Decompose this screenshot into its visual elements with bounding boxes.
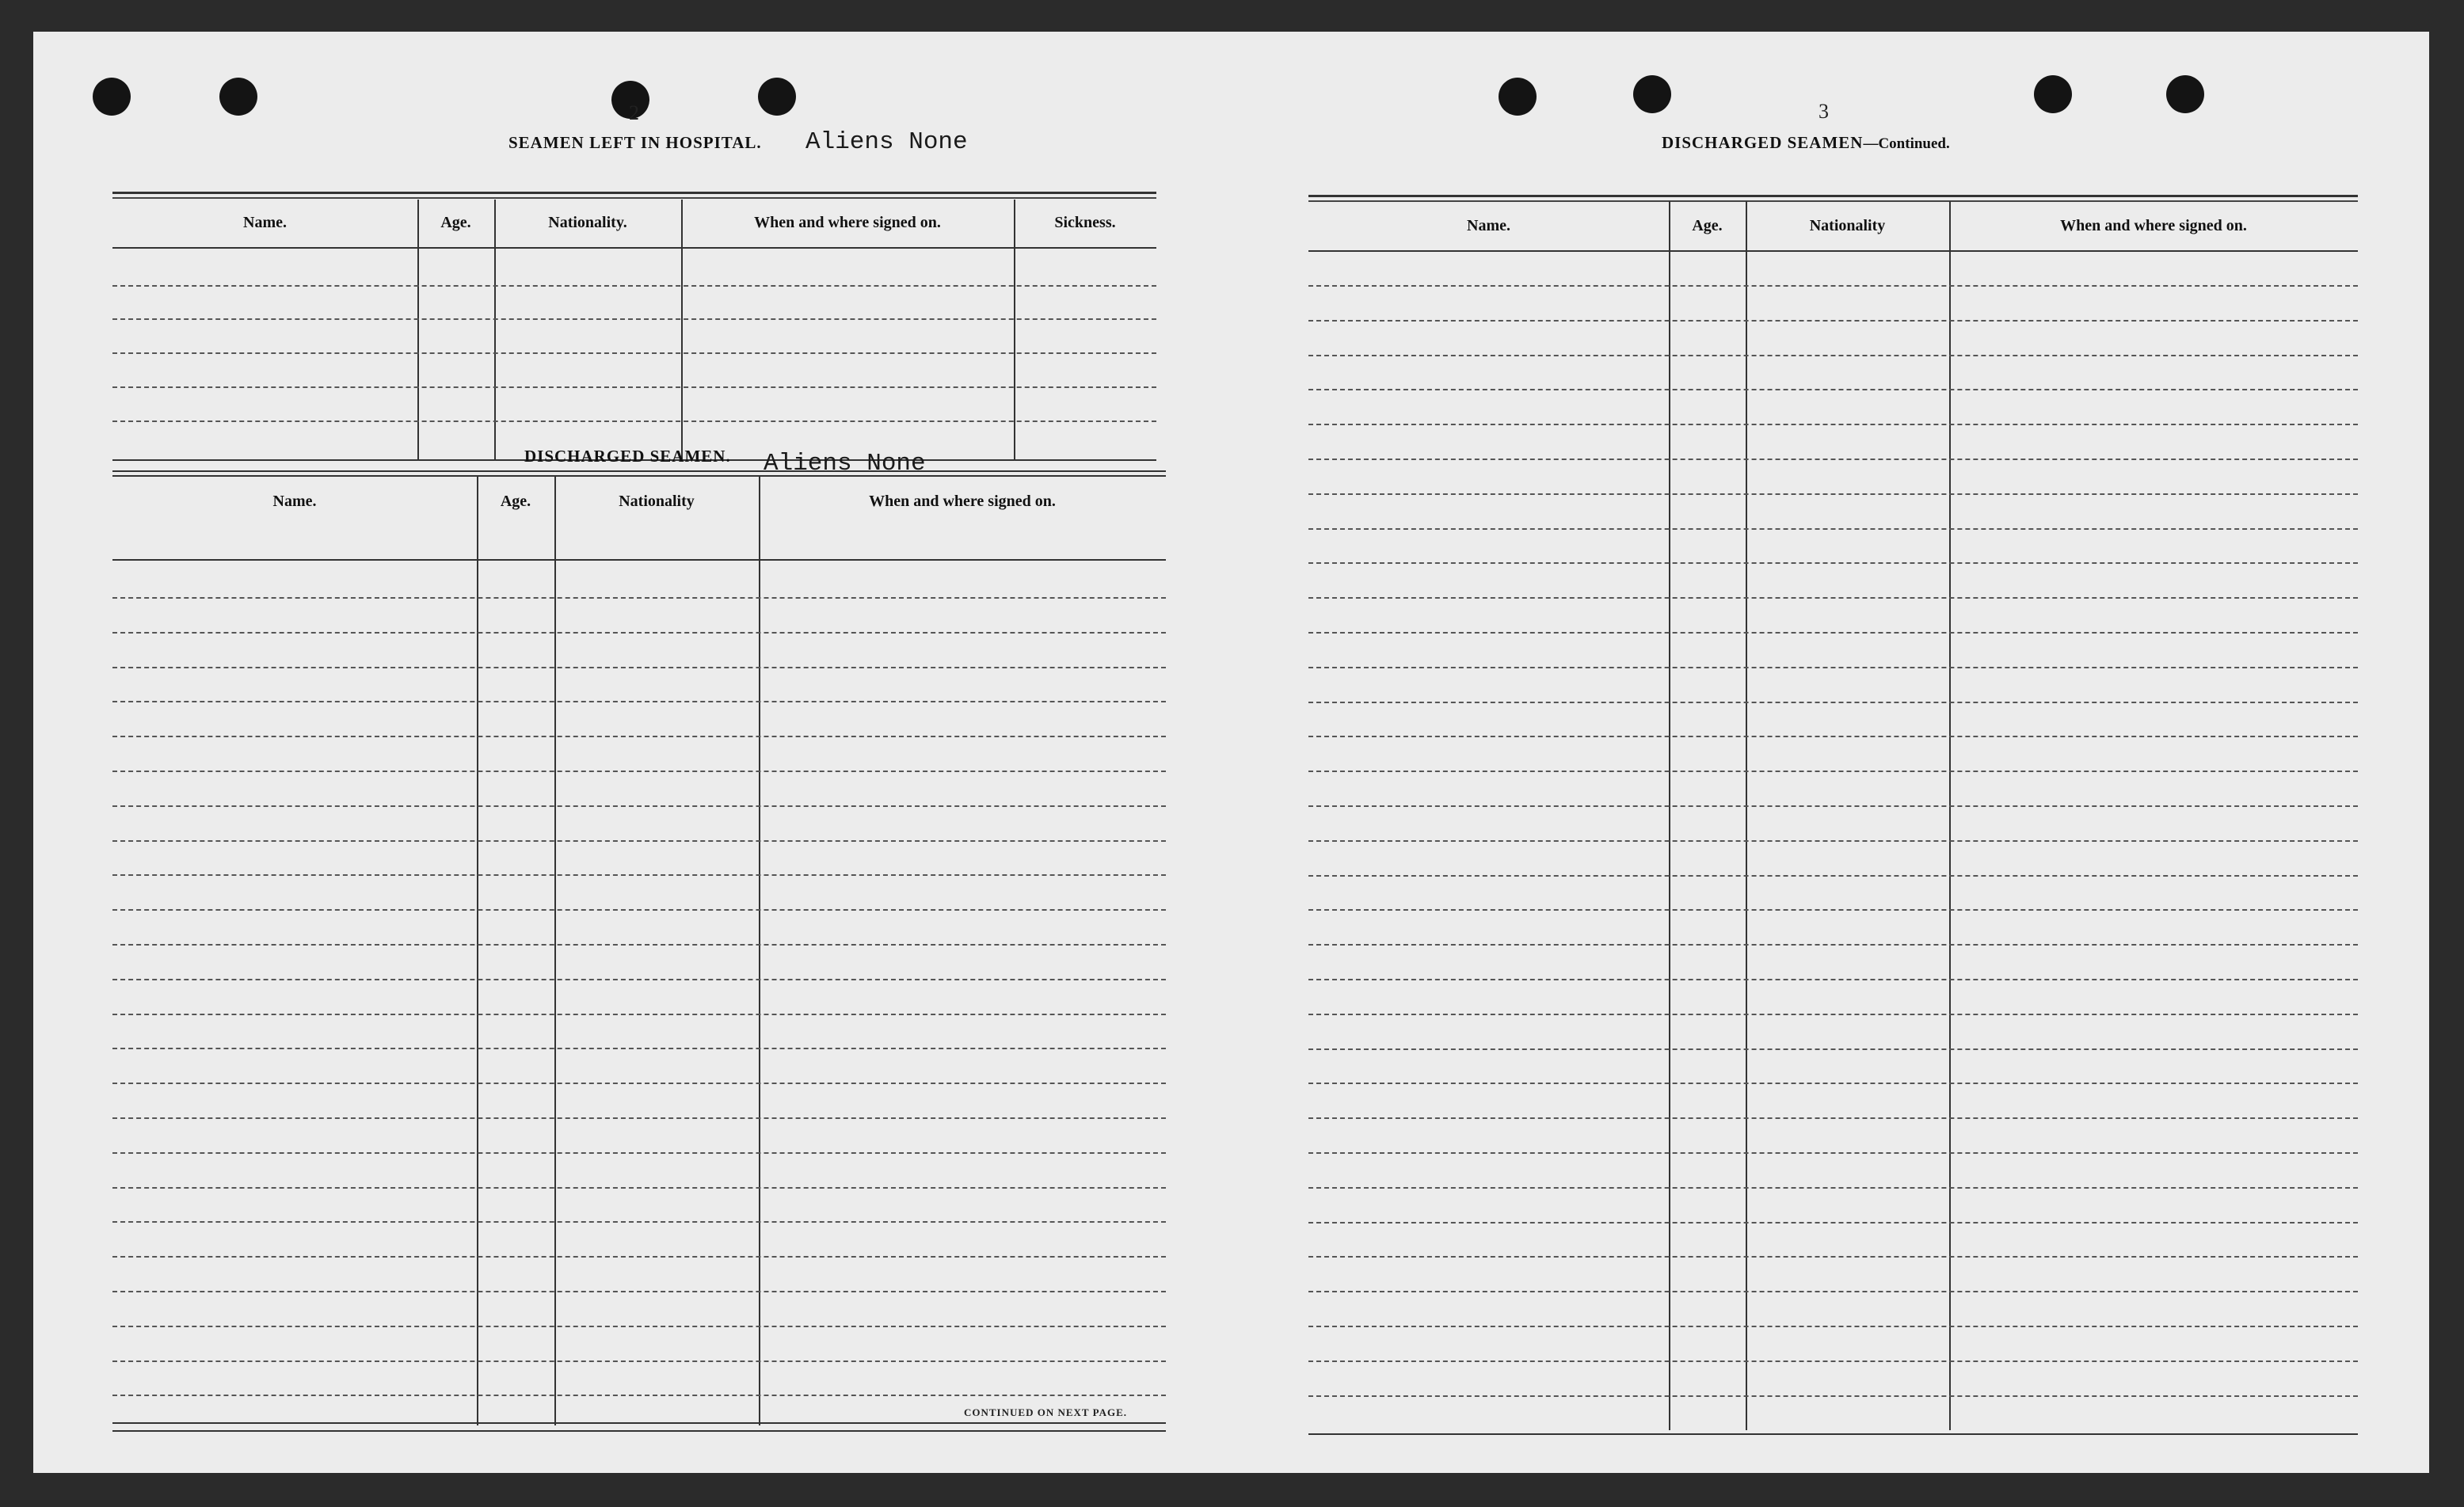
col-age-header: Age.: [440, 214, 471, 231]
column-divider: [1746, 201, 1747, 1430]
entry-row-line: [112, 701, 1166, 702]
entry-row-line: [1308, 944, 2358, 946]
discharged-heading: DISCHARGED SEAMEN.: [524, 447, 731, 466]
punch-hole: [219, 78, 257, 116]
entry-row-line: [112, 667, 1166, 668]
entry-row-line: [1308, 667, 2358, 668]
entry-row-line: [1308, 597, 2358, 599]
header-rule: [1308, 250, 2358, 252]
entry-row-line: [112, 421, 1156, 422]
table-top-rule: [1308, 195, 2358, 202]
col-sickness-header: Sickness.: [1054, 214, 1116, 231]
entry-row-line: [112, 597, 1166, 599]
entry-row-line: [1308, 1360, 2358, 1362]
punch-hole: [2166, 75, 2204, 113]
entry-row-line: [1308, 1117, 2358, 1119]
entry-row-line: [1308, 909, 2358, 911]
entry-row-line: [1308, 1326, 2358, 1327]
entry-row-line: [1308, 1152, 2358, 1154]
entry-row-line: [1308, 493, 2358, 495]
col-nationality-header: Nationality: [1809, 217, 1886, 234]
col-name-header: Name.: [272, 493, 317, 510]
col-signed-on-header: When and where signed on.: [2060, 217, 2247, 234]
entry-row-line: [112, 909, 1166, 911]
heading-main: DISCHARGED SEAMEN: [1662, 133, 1864, 152]
punch-hole: [1633, 75, 1671, 113]
entry-row-line: [1308, 1083, 2358, 1084]
header-rule: [112, 247, 1156, 249]
table-top-rule: [112, 470, 1166, 472]
entry-row-line: [112, 1360, 1166, 1362]
entry-row-line: [112, 1117, 1166, 1119]
discharged-continued-table: [1308, 162, 2358, 1444]
punch-hole: [1499, 78, 1537, 116]
entry-row-line: [1308, 875, 2358, 877]
column-divider: [554, 475, 556, 1425]
entry-row-line: [1308, 389, 2358, 390]
heading-suffix: —Continued.: [1863, 135, 1950, 152]
entry-row-line: [1308, 562, 2358, 564]
entry-row-line: [112, 736, 1166, 737]
entry-row-line: [1308, 632, 2358, 634]
punch-hole: [758, 78, 796, 116]
entry-row-line: [1308, 320, 2358, 322]
entry-row-line: [1308, 1048, 2358, 1050]
hospital-typed-entry: Aliens None: [805, 128, 968, 156]
column-divider: [1669, 201, 1670, 1430]
entry-row-line: [112, 771, 1166, 772]
entry-row-line: [1308, 702, 2358, 703]
entry-row-line: [112, 1326, 1166, 1327]
discharged-continued-heading: [1662, 133, 1950, 153]
table-bottom-rule: [112, 1422, 1166, 1424]
column-divider: [477, 475, 478, 1425]
entry-row-line: [112, 1395, 1166, 1396]
entry-row-line: [1308, 528, 2358, 530]
column-divider: [1949, 201, 1951, 1430]
entry-row-line: [1308, 1291, 2358, 1292]
entry-row-line: [112, 1256, 1166, 1258]
entry-row-line: [112, 352, 1156, 354]
entry-row-line: [112, 1291, 1166, 1292]
entry-row-line: [112, 944, 1166, 946]
col-name-header: Name.: [1467, 217, 1510, 234]
entry-row-line: [112, 1221, 1166, 1223]
table-bottom-rule: [1308, 1433, 2358, 1435]
entry-row-line: [112, 1048, 1166, 1049]
entry-row-line: [112, 285, 1156, 287]
entry-row-line: [112, 840, 1166, 842]
header-rule: [112, 559, 1166, 561]
entry-row-line: [1308, 840, 2358, 842]
col-name-header: Name.: [243, 214, 287, 231]
entry-row-line: [112, 632, 1166, 634]
entry-row-line: [1308, 1187, 2358, 1189]
page-number: 2: [629, 101, 639, 124]
entry-row-line: [112, 805, 1166, 807]
col-age-header: Age.: [500, 493, 531, 510]
entry-row-line: [1308, 736, 2358, 737]
col-signed-on-header: When and where signed on.: [869, 493, 1056, 510]
entry-row-line: [112, 1083, 1166, 1084]
entry-row-line: [112, 1014, 1166, 1015]
entry-row-line: [1308, 355, 2358, 356]
entry-row-line: [112, 318, 1156, 320]
column-divider: [759, 475, 760, 1425]
entry-row-line: [112, 386, 1156, 388]
entry-row-line: [112, 1152, 1166, 1154]
col-nationality-header: Nationality.: [548, 214, 627, 231]
table-bottom-rule: [112, 1430, 1166, 1432]
entry-row-line: [1308, 459, 2358, 460]
continued-note: CONTINUED ON NEXT PAGE.: [964, 1406, 1127, 1418]
entry-row-line: [112, 1187, 1166, 1189]
entry-row-line: [1308, 979, 2358, 980]
table-top-rule: [112, 475, 1166, 477]
entry-row-line: [1308, 771, 2358, 772]
entry-row-line: [112, 979, 1166, 980]
discharged-typed-entry: Aliens None: [764, 450, 926, 478]
page-number: 3: [1818, 100, 1829, 123]
entry-row-line: [1308, 1014, 2358, 1015]
entry-row-line: [1308, 1256, 2358, 1258]
discharged-table: [112, 470, 1166, 1437]
entry-row-line: [1308, 1222, 2358, 1223]
entry-row-line: [112, 874, 1166, 876]
right-page: [1237, 32, 2429, 1473]
entry-row-line: [1308, 285, 2358, 287]
punch-hole: [93, 78, 131, 116]
entry-row-line: [1308, 805, 2358, 807]
col-nationality-header: Nationality: [619, 493, 695, 510]
col-signed-on-header: When and where signed on.: [754, 214, 941, 231]
left-page: [33, 32, 1237, 1473]
entry-row-line: [1308, 1395, 2358, 1397]
hospital-table: [112, 192, 1156, 469]
entry-row-line: [1308, 424, 2358, 425]
table-top-rule: [112, 192, 1156, 199]
hospital-heading: SEAMEN LEFT IN HOSPITAL.: [508, 133, 762, 152]
punch-hole: [2034, 75, 2072, 113]
col-age-header: Age.: [1692, 217, 1723, 234]
